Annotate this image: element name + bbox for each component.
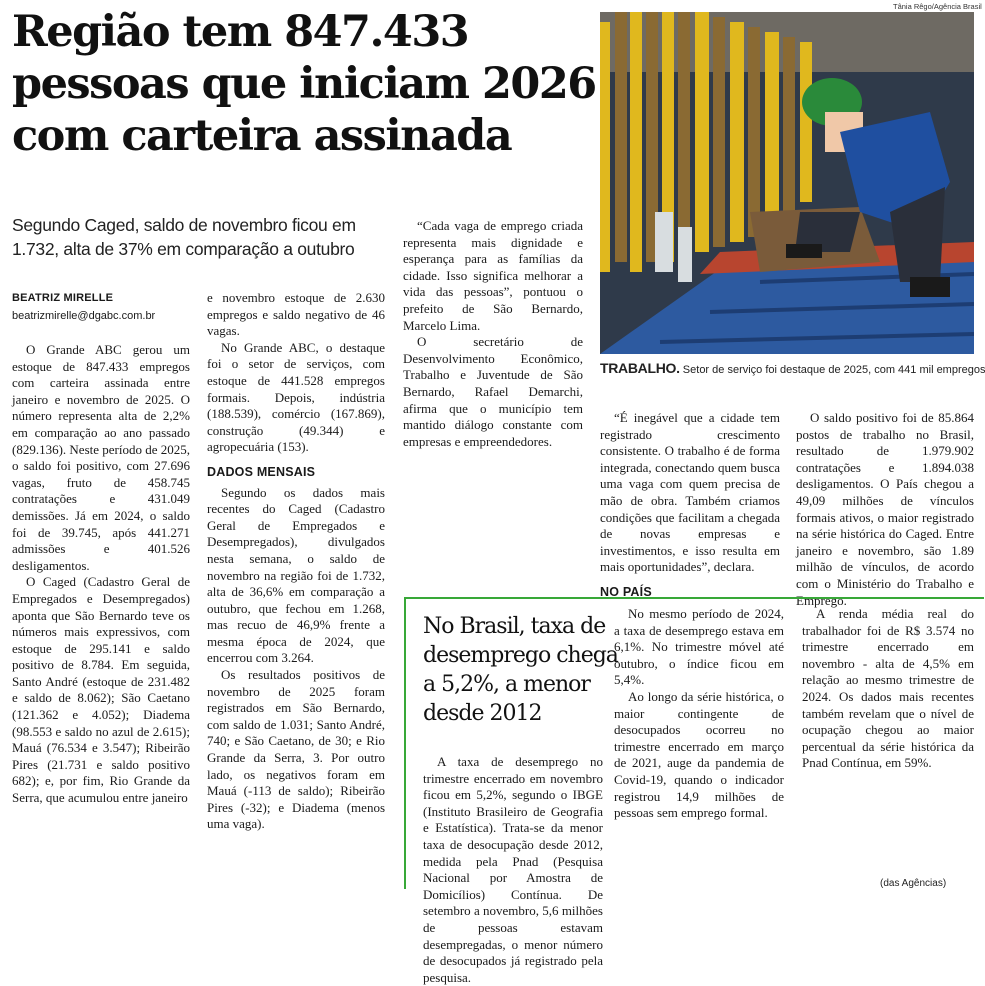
paragraph: O Grande ABC gerou um estoque de 847.433 empregos com carteira assinada entre janeiro e novembro de 2025. O número representa alta de 2,2% em comparação ao ano passado (829.136). Neste período de 2025, o saldo foi positivo, com 27.696 vagas, fruto de 458.745 contratações e 431.049 demissões. Já em 2024, o saldo foi de 39.745, após 441.271 admissões e 401.526 desligamentos. (12, 342, 190, 573)
caption-text: Setor de serviço foi destaque de 2025, com 441 mil empregos (679, 364, 985, 376)
box-column-3 (802, 606, 974, 772)
box-headline (423, 612, 618, 728)
box-headline-line-1: No Brasil, taxa de (423, 614, 606, 639)
paragraph: No mesmo período de 2024, a taxa de desemprego estava em 6,1%. No trimestre móvel até outubro, o índice ficou em 5,4%. (614, 606, 784, 688)
paragraph: O secretário de Desenvolvimento Econômico, Trabalho e Juventude de São Bernardo, Rafael Demarchi, afirma que o município tem mantido diálogo constante com empresas e empreendedores. (403, 334, 583, 449)
headline-line-2: pessoas que iniciam 2026 (12, 59, 596, 109)
column-1 (12, 342, 190, 807)
paragraph: O Caged (Cadastro Geral de Empregados e Desempregados) aponta que São Bernardo teve os números mais expressivos, com estoque de 295.141 e saldo positivo de 8.784. Em seguida, Santo André (estoque de 231.482 e saldo de 8.062); São Caetano (121.362 e 4.052); Diadema (98.553 e saldo no azul de 2.615); Mauá (76.534 e 3.547); Ribeirão Pires (21.731 e saldo positivo 682); e, por fim, Rio Grande da Serra, que acumulou entre janeiro (12, 574, 190, 806)
section-subtitle: NO PAÍS (600, 584, 652, 599)
subheadline-line-1: Segundo Caged, saldo de novembro ficou em (12, 215, 356, 235)
subheadline-line-2: 1.732, alta de 37% em comparação a outubro (12, 239, 355, 259)
author-email: beatrizmirelle@dgabc.com.br (12, 310, 156, 322)
paragraph: Segundo os dados mais recentes do Caged (Cadastro Geral de Empregados e Desempregados), divulgados nesta semana, o saldo de novembro na região foi de 1.732, alta de 36,6% em comparação a outubro, que fechou em 1.268, mas recuo de 46,9% frente a mesma época de 2024, que encerrou com 3.264. (207, 484, 385, 666)
box-column-1 (423, 754, 603, 986)
paragraph: No Grande ABC, o destaque foi o setor de serviços, com estoque de 441.528 empregos formais. Depois, indústria (188.539), comércio (167.869), construção (49.344) e agropecuária (153). (207, 339, 385, 455)
headline-line-3: com carteira assinada (12, 111, 512, 161)
box-border-top (404, 597, 984, 599)
box-headline-line-2: desemprego chega (423, 643, 618, 668)
box-column-2 (614, 606, 784, 822)
paragraph: Os resultados positivos de novembro de 2025 foram registrados em São Bernardo, com saldo de 1.031; Santo André, 740; e São Caetano, de 30; e Rio Grande da Serra, 3. Por outro lado, os negativos foram em Mauá (-113 de saldo); Ribeirão Pires (-32); e Diadema (menos uma vaga). (207, 667, 385, 832)
headline (12, 6, 596, 162)
article-photo (600, 12, 974, 354)
column-4 (600, 410, 780, 605)
paragraph: A renda média real do trabalhador foi de R$ 3.574 no trimestre encerrado em novembro - alta de 4,5% em relação ao mesmo trimestre de 2024. Os dados mais recentes também revelam que o nível de ocupação chegou ao maior percentual da série histórica da Pnad Contínua, em 59%. (802, 606, 974, 771)
box-headline-line-4: desde 2012 (423, 701, 542, 726)
headline-line-1: Região tem 847.433 (12, 7, 469, 57)
source-note: (das Agências) (880, 878, 947, 889)
author-name: BEATRIZ MIRELLE (12, 292, 114, 304)
box-border-left (404, 597, 406, 889)
paragraph: “Cada vaga de emprego criada representa mais dignidade e esperança para as famílias da cidade. Isso significa melhorar a vida das pessoas”, pontuou o prefeito de São Bernardo, Marcelo Lima. (403, 218, 583, 333)
column-2 (207, 290, 385, 833)
paragraph: A taxa de desemprego no trimestre encerrado em novembro ficou em 5,2%, segundo o IBGE (Instituto Brasileiro de Geografia e Estatística). Trata-se da menor taxa de desocupação desde 2012, medida pela Pnad (Pesquisa Nacional por Amostra de Domicílios) Contínua. De setembro a novembro, 5,6 milhões de pessoas estavam desempregadas, o menor número de desocupados já registrado pela pesquisa. (423, 754, 603, 985)
caption-label: TRABALHO. (600, 360, 680, 376)
column-3 (403, 218, 583, 450)
column-5 (796, 410, 974, 609)
paragraph: Ao longo da série histórica, o maior contingente de desocupados ocorreu no trimestre encerrado em março de 2021, auge da pandemia de Covid-19, quando o indicador registrou 14,9 milhões de pessoas sem emprego formal. (614, 688, 784, 821)
worker-illustration (600, 12, 974, 354)
section-subtitle: DADOS MENSAIS (207, 464, 316, 479)
paragraph: O saldo positivo foi de 85.864 postos de trabalho no Brasil, resultado de 1.979.902 contratações e 1.894.038 desligamentos. O País chegou a 49,09 milhões de vínculos formais ativos, o maior registrado na série histórica do Caged. Entre janeiro e novembro, são 1.89 milhão de vínculos, de acordo com o Ministério do Trabalho e Emprego. (796, 410, 974, 608)
paragraph: “É inegável que a cidade tem registrado crescimento consistente. O trabalho é de forma integrada, conectando quem busca uma vaga com quem precisa de mão de obra. Também criamos condições que facilitam a chegada de novas empresas e investimentos, e isso resulta em mais oportunidades”, declara. (600, 410, 780, 575)
box-headline-line-3: a 5,2%, a menor (423, 672, 590, 697)
photo-credit: Tânia Rêgo/Agência Brasil (893, 2, 982, 11)
subheadline (12, 213, 392, 261)
paragraph: e novembro estoque de 2.630 empregos e saldo negativo de 46 vagas. (207, 290, 385, 339)
photo-caption (600, 360, 985, 376)
